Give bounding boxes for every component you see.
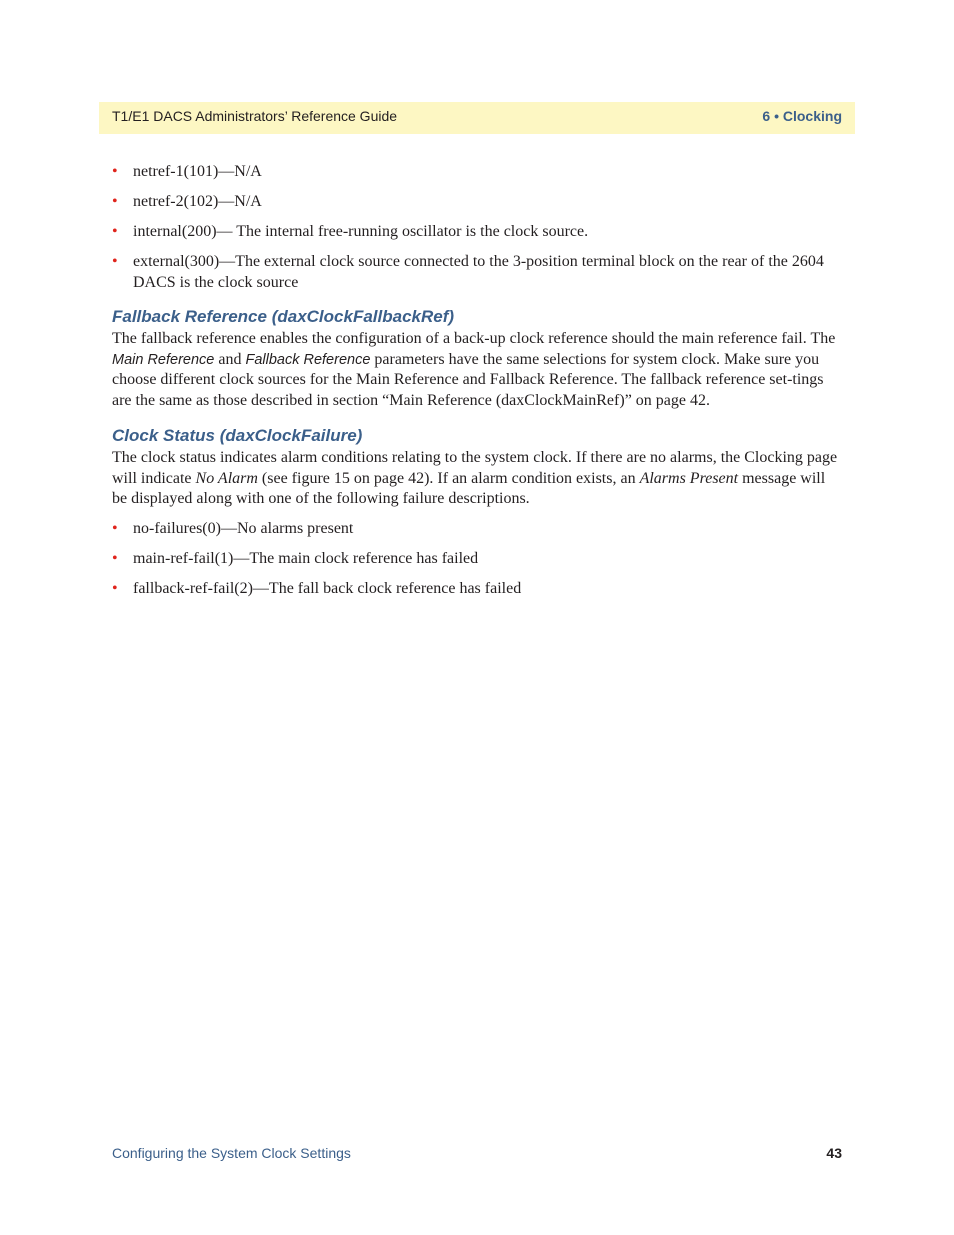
list-item: • netref-1(101)—N/A (112, 162, 842, 183)
footer-section-title: Configuring the System Clock Settings (112, 1145, 351, 1161)
list-item: • no-failures(0)—No alarms present (112, 519, 842, 540)
clock-source-list (112, 162, 842, 293)
list-item: • external(300)—The external clock source connected to the 3-position terminal block on the rear of the 2604 DACS is the clock source (112, 253, 824, 291)
term-main-reference: Main Reference (112, 351, 215, 368)
section-heading-fallback: Fallback Reference (daxClockFallbackRef) (112, 307, 455, 326)
bullet-icon: • (112, 519, 118, 537)
failure-list (112, 519, 842, 600)
page-number: 43 (826, 1145, 842, 1161)
bullet-icon: • (112, 163, 118, 180)
running-header (99, 102, 855, 134)
bullet-icon: • (112, 223, 118, 240)
bullet-icon: • (112, 253, 118, 270)
term-fallback-reference: Fallback Reference (245, 351, 371, 368)
page-content (112, 162, 842, 609)
header-section: 6 • Clocking (762, 108, 842, 124)
fallback-paragraph: The fallback reference enables the configuration of a back-up clock reference should the main reference fail. The Main Reference and Fallback Reference parameters have the same selections for system clock. Make sure you choose different clock sources for the Main Reference and Fallback Reference. The fallback reference set-tings are the same as those described in section “Main Reference (daxClockMainRef)” on page 42. (112, 330, 836, 409)
bullet-icon: • (112, 579, 118, 597)
clock-status-paragraph: The clock status indicates alarm conditions relating to the system clock. If there are no alarms, the Clocking page will indicate No Alarm (see figure 15 on page 42). If an alarm condition exists, an Alarms Present message will be displayed along with one of the following failure descriptions. (112, 449, 838, 507)
header-title: T1/E1 DACS Administrators’ Reference Guide (112, 108, 398, 124)
section-heading-clock-status: Clock Status (daxClockFailure) (112, 426, 363, 445)
list-item: • fallback-ref-fail(2)—The fall back clock reference has failed (112, 579, 842, 600)
list-item: • internal(200)— The internal free-running oscillator is the clock source. (112, 222, 842, 243)
term-no-alarm: No Alarm (195, 469, 258, 487)
term-alarms-present: Alarms Present (639, 469, 739, 487)
list-item: • netref-2(102)—N/A (112, 192, 842, 213)
bullet-icon: • (112, 193, 118, 210)
bullet-icon: • (112, 549, 118, 567)
list-item: • main-ref-fail(1)—The main clock reference has failed (112, 549, 842, 570)
